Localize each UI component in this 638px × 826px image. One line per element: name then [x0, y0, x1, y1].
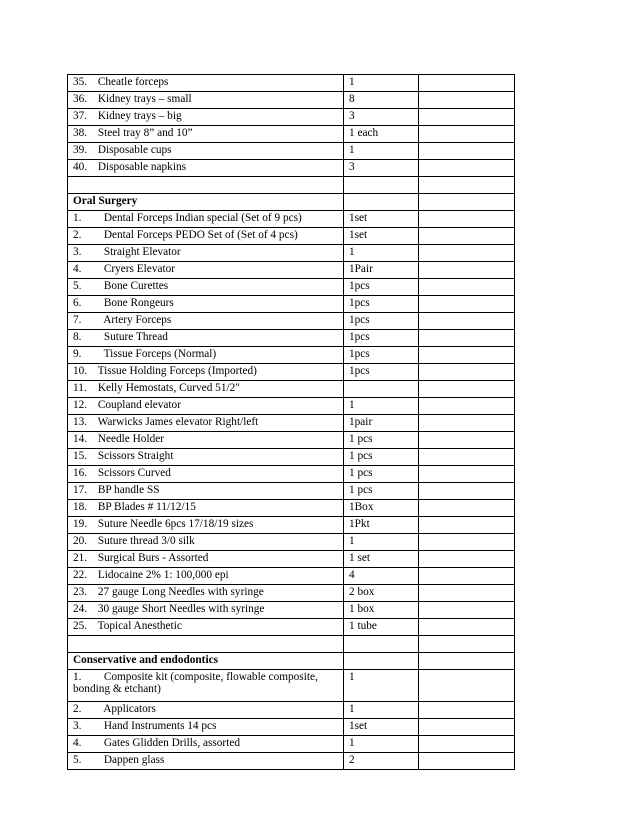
blank-cell	[419, 551, 515, 568]
blank-cell	[419, 585, 515, 602]
blank-cell	[419, 568, 515, 585]
item-cell	[68, 602, 344, 619]
item-number: 3.	[73, 720, 82, 732]
blank-cell	[68, 177, 344, 194]
item-number: 5.	[73, 280, 82, 292]
item-quantity: 1set	[349, 212, 368, 224]
item-name: Steel tray 8” and 10”	[97, 127, 193, 139]
section-title-conservative: Conservative and endodontics	[68, 653, 344, 670]
item-number: 1.	[73, 212, 82, 224]
item-name: Warwicks James elevator Right/left	[97, 416, 259, 428]
item-cell	[68, 364, 344, 381]
item-cell	[68, 245, 344, 262]
item-number: 38.	[73, 127, 88, 139]
quantity-cell	[344, 702, 419, 719]
item-cell	[68, 753, 344, 770]
blank-cell	[419, 449, 515, 466]
table-row	[68, 719, 515, 736]
table-row	[68, 143, 515, 160]
item-name: Disposable napkins	[97, 161, 186, 173]
quantity-cell	[344, 160, 419, 177]
item-quantity: 1 set	[349, 552, 371, 564]
item-cell	[68, 296, 344, 313]
item-name: Gates Glidden Drills, assorted	[103, 737, 240, 749]
item-cell	[68, 449, 344, 466]
item-number: 15.	[73, 450, 88, 462]
item-number: 19.	[73, 518, 88, 530]
item-quantity: 1 pcs	[349, 484, 373, 496]
table-row	[68, 568, 515, 585]
item-name: Tissue Holding Forceps (Imported)	[97, 365, 257, 377]
item-name: BP handle SS	[97, 484, 160, 496]
item-name: Cryers Elevator	[103, 263, 176, 275]
quantity-cell	[344, 398, 419, 415]
blank-cell	[419, 262, 515, 279]
item-name: Bone Curettes	[103, 280, 169, 292]
item-cell	[68, 736, 344, 753]
item-cell	[68, 670, 344, 702]
quantity-cell	[344, 296, 419, 313]
item-number: 14.	[73, 433, 88, 445]
table-row	[68, 211, 515, 228]
quantity-cell	[344, 517, 419, 534]
item-cell	[68, 211, 344, 228]
item-quantity: 1pair	[349, 416, 373, 428]
blank-cell	[419, 381, 515, 398]
blank-cell	[419, 619, 515, 636]
table-row	[68, 347, 515, 364]
item-number: 11.	[73, 382, 87, 394]
equipment-list-table	[67, 74, 515, 770]
item-name: Needle Holder	[97, 433, 165, 445]
blank-cell	[419, 313, 515, 330]
item-name: Topical Anesthetic	[97, 620, 182, 632]
item-number: 16.	[73, 467, 88, 479]
item-number: 25.	[73, 620, 88, 632]
quantity-cell	[344, 719, 419, 736]
blank-cell	[419, 75, 515, 92]
item-quantity: 1 tube	[349, 620, 377, 632]
item-number: 7.	[73, 314, 82, 326]
item-quantity: 1set	[349, 229, 368, 241]
item-quantity: 1 pcs	[349, 433, 373, 445]
item-number: 4.	[73, 737, 82, 749]
table-row	[68, 262, 515, 279]
item-quantity: 3	[349, 110, 355, 122]
item-name: Suture Needle 6pcs 17/18/19 sizes	[97, 518, 254, 530]
quantity-cell	[344, 211, 419, 228]
item-cell	[68, 330, 344, 347]
item-cell	[68, 585, 344, 602]
blank-cell	[419, 432, 515, 449]
item-quantity: 1Box	[349, 501, 374, 513]
table-row	[68, 109, 515, 126]
item-quantity: 2 box	[349, 586, 375, 598]
quantity-cell	[344, 670, 419, 702]
item-name: Suture thread 3/0 silk	[97, 535, 195, 547]
quantity-cell	[344, 75, 419, 92]
quantity-cell	[344, 313, 419, 330]
section-title-oral-surgery-row	[68, 194, 515, 211]
item-quantity: 1Pair	[349, 263, 373, 275]
item-number: 40.	[73, 161, 88, 173]
table-row	[68, 228, 515, 245]
table-row	[68, 126, 515, 143]
quantity-cell	[344, 551, 419, 568]
item-quantity: 1pcs	[349, 348, 370, 360]
item-number: 37.	[73, 110, 88, 122]
table-row	[68, 551, 515, 568]
item-quantity: 3	[349, 161, 355, 173]
blank-cell	[419, 126, 515, 143]
section-title-conservative-row	[68, 653, 515, 670]
item-number: 2.	[73, 229, 82, 241]
item-cell	[68, 415, 344, 432]
item-name: BP Blades # 11/12/15	[97, 501, 196, 513]
blank-cell	[419, 753, 515, 770]
item-quantity: 1 each	[349, 127, 379, 139]
blank-cell	[419, 719, 515, 736]
quantity-cell	[344, 279, 419, 296]
quantity-cell	[344, 364, 419, 381]
item-number: 10.	[73, 365, 88, 377]
quantity-cell	[344, 619, 419, 636]
blank-cell	[419, 415, 515, 432]
blank-cell	[419, 483, 515, 500]
item-name: Kidney trays – big	[97, 110, 182, 122]
quantity-cell	[344, 432, 419, 449]
item-name: Scissors Straight	[97, 450, 174, 462]
item-cell	[68, 483, 344, 500]
item-name: Composite kit (composite, flowable composite, bonding & etchant)	[73, 671, 318, 695]
item-quantity: 1 box	[349, 603, 375, 615]
item-cell	[68, 313, 344, 330]
section-title-oral-surgery: Oral Surgery	[68, 194, 344, 211]
item-name: Dappen glass	[103, 754, 165, 766]
item-cell	[68, 160, 344, 177]
blank-cell	[419, 347, 515, 364]
blank-cell	[419, 330, 515, 347]
item-number: 35.	[73, 76, 88, 88]
item-cell	[68, 92, 344, 109]
item-quantity: 1	[349, 535, 355, 547]
blank-cell	[419, 517, 515, 534]
blank-cell	[419, 670, 515, 702]
item-quantity: 1	[349, 671, 355, 683]
item-cell	[68, 398, 344, 415]
blank-cell	[419, 279, 515, 296]
table-row	[68, 364, 515, 381]
blank-cell	[344, 194, 419, 211]
table-row	[68, 381, 515, 398]
blank-cell	[419, 398, 515, 415]
item-number: 8.	[73, 331, 82, 343]
table-row	[68, 296, 515, 313]
table-row	[68, 736, 515, 753]
item-name: Coupland elevator	[97, 399, 181, 411]
quantity-cell	[344, 143, 419, 160]
quantity-cell	[344, 245, 419, 262]
item-cell	[68, 466, 344, 483]
item-cell	[68, 432, 344, 449]
item-name: Hand Instruments 14 pcs	[103, 720, 217, 732]
table-row	[68, 517, 515, 534]
table-row	[68, 500, 515, 517]
item-number: 5.	[73, 754, 82, 766]
table-row	[68, 670, 515, 702]
item-quantity: 8	[349, 93, 355, 105]
quantity-cell	[344, 330, 419, 347]
item-number: 18.	[73, 501, 88, 513]
table-row	[68, 279, 515, 296]
quantity-cell	[344, 602, 419, 619]
item-name: Lidocaine 2% 1: 100,000 epi	[97, 569, 229, 581]
item-cell	[68, 500, 344, 517]
table-row	[68, 449, 515, 466]
item-number: 22.	[73, 569, 88, 581]
item-name: Suture Thread	[103, 331, 168, 343]
blank-cell	[419, 177, 515, 194]
item-number: 2.	[73, 703, 82, 715]
item-quantity: 1Pkt	[349, 518, 370, 530]
item-number: 24.	[73, 603, 88, 615]
item-name: Applicators	[103, 703, 156, 715]
quantity-cell	[344, 585, 419, 602]
blank-cell	[344, 177, 419, 194]
item-cell	[68, 143, 344, 160]
item-name: Surgical Burs - Assorted	[97, 552, 209, 564]
quantity-cell	[344, 228, 419, 245]
table-row	[68, 483, 515, 500]
quantity-cell	[344, 753, 419, 770]
table-row	[68, 619, 515, 636]
table-row	[68, 398, 515, 415]
item-name: Scissors Curved	[97, 467, 171, 479]
item-cell	[68, 568, 344, 585]
item-number: 17.	[73, 484, 88, 496]
item-cell	[68, 262, 344, 279]
item-name: Tissue Forceps (Normal)	[103, 348, 217, 360]
item-number: 23.	[73, 586, 88, 598]
blank-cell	[419, 636, 515, 653]
item-name: Dental Forceps Indian special (Set of 9 pcs)	[103, 212, 302, 224]
quantity-cell	[344, 449, 419, 466]
blank-cell	[419, 160, 515, 177]
item-cell	[68, 75, 344, 92]
item-cell	[68, 619, 344, 636]
item-cell	[68, 228, 344, 245]
blank-cell	[419, 245, 515, 262]
table-row	[68, 75, 515, 92]
table-row	[68, 432, 515, 449]
item-number: 21.	[73, 552, 88, 564]
blank-cell	[419, 228, 515, 245]
quantity-cell	[344, 483, 419, 500]
table-row	[68, 92, 515, 109]
table-row	[68, 415, 515, 432]
blank-cell	[419, 736, 515, 753]
table-row	[68, 160, 515, 177]
item-quantity: 1pcs	[349, 314, 370, 326]
item-number: 6.	[73, 297, 82, 309]
table-row	[68, 602, 515, 619]
item-cell	[68, 109, 344, 126]
item-quantity: 1pcs	[349, 297, 370, 309]
spacer-row	[68, 636, 515, 653]
item-cell	[68, 719, 344, 736]
quantity-cell	[344, 534, 419, 551]
item-name: Kelly Hemostats, Curved 51/2"	[97, 382, 240, 394]
blank-cell	[419, 602, 515, 619]
item-name: Dental Forceps PEDO Set of (Set of 4 pcs)	[103, 229, 298, 241]
item-quantity: 1 pcs	[349, 467, 373, 479]
item-name: Straight Elevator	[103, 246, 181, 258]
blank-cell	[419, 364, 515, 381]
item-quantity: 2	[349, 754, 355, 766]
quantity-cell	[344, 262, 419, 279]
item-number: 36.	[73, 93, 88, 105]
table-row	[68, 466, 515, 483]
item-quantity: 1	[349, 399, 355, 411]
blank-cell	[419, 702, 515, 719]
table-row	[68, 585, 515, 602]
item-quantity: 1set	[349, 720, 368, 732]
item-number: 39.	[73, 144, 88, 156]
quantity-cell	[344, 736, 419, 753]
item-name: 30 gauge Short Needles with syringe	[97, 603, 265, 615]
equipment-list-body	[68, 75, 515, 770]
item-name: 27 gauge Long Needles with syringe	[97, 586, 264, 598]
item-name: Kidney trays – small	[97, 93, 192, 105]
item-cell	[68, 347, 344, 364]
item-number: 3.	[73, 246, 82, 258]
quantity-cell	[344, 109, 419, 126]
item-quantity: 1	[349, 76, 355, 88]
blank-cell	[419, 466, 515, 483]
table-row	[68, 313, 515, 330]
quantity-cell	[344, 92, 419, 109]
blank-cell	[419, 653, 515, 670]
table-row	[68, 753, 515, 770]
item-quantity: 1 pcs	[349, 450, 373, 462]
item-cell	[68, 126, 344, 143]
blank-cell	[344, 636, 419, 653]
item-number: 20.	[73, 535, 88, 547]
quantity-cell	[344, 500, 419, 517]
quantity-cell	[344, 381, 419, 398]
quantity-cell	[344, 415, 419, 432]
blank-cell	[419, 500, 515, 517]
table-row	[68, 245, 515, 262]
quantity-cell	[344, 347, 419, 364]
item-number: 4.	[73, 263, 82, 275]
item-cell	[68, 702, 344, 719]
item-name: Disposable cups	[97, 144, 172, 156]
quantity-cell	[344, 466, 419, 483]
item-number: 1.	[73, 671, 82, 683]
blank-cell	[419, 296, 515, 313]
blank-cell	[419, 143, 515, 160]
item-quantity: 1	[349, 144, 355, 156]
table-row	[68, 534, 515, 551]
item-quantity: 1pcs	[349, 331, 370, 343]
blank-cell	[419, 534, 515, 551]
item-quantity: 1	[349, 703, 355, 715]
item-name: Cheatle forceps	[97, 76, 169, 88]
blank-cell	[68, 636, 344, 653]
item-number: 13.	[73, 416, 88, 428]
item-cell	[68, 381, 344, 398]
item-name: Bone Rongeurs	[103, 297, 174, 309]
item-quantity: 1	[349, 737, 355, 749]
item-name: Artery Forceps	[103, 314, 172, 326]
blank-cell	[419, 194, 515, 211]
quantity-cell	[344, 126, 419, 143]
item-quantity: 1	[349, 246, 355, 258]
item-number: 9.	[73, 348, 82, 360]
blank-cell	[419, 92, 515, 109]
item-cell	[68, 517, 344, 534]
table-row	[68, 330, 515, 347]
item-cell	[68, 279, 344, 296]
blank-cell	[344, 653, 419, 670]
item-quantity: 1pcs	[349, 280, 370, 292]
blank-cell	[419, 109, 515, 126]
item-quantity: 4	[349, 569, 355, 581]
blank-cell	[419, 211, 515, 228]
spacer-row	[68, 177, 515, 194]
quantity-cell	[344, 568, 419, 585]
item-number: 12.	[73, 399, 88, 411]
item-cell	[68, 534, 344, 551]
item-cell	[68, 551, 344, 568]
table-row	[68, 702, 515, 719]
item-quantity: 1pcs	[349, 365, 370, 377]
